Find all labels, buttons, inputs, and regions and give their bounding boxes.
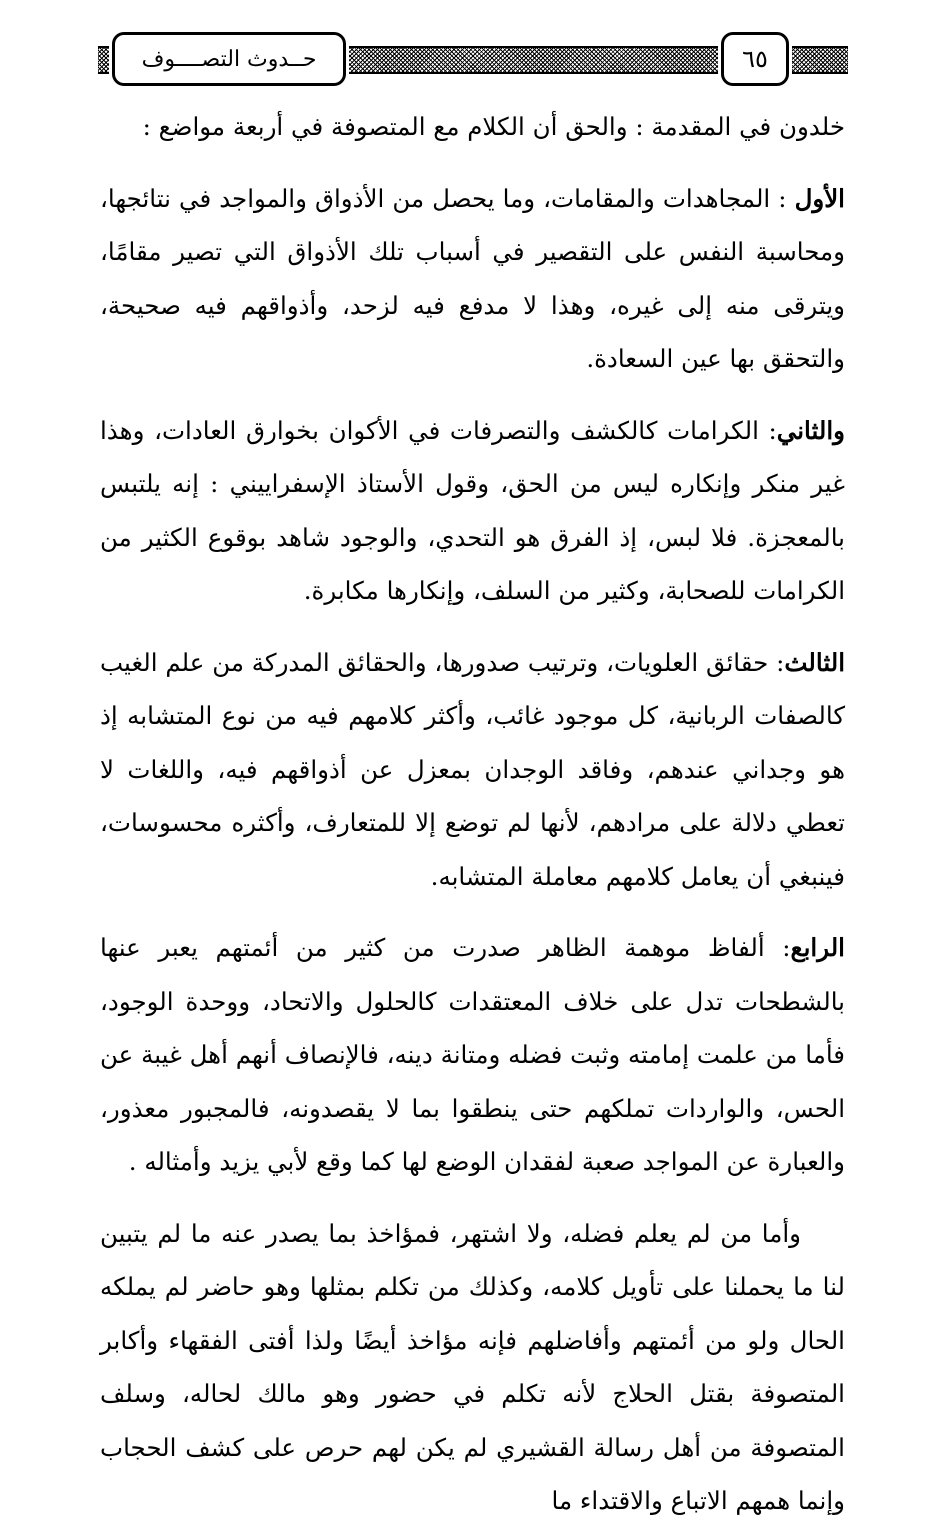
running-title xyxy=(112,32,346,86)
paragraph-text: : ألفاظ موهمة الظاهر صدرت من كثير من أئمتهم يعبر عنها بالشطحات تدل على خلاف المعتقدات كالحلول والاتحاد، ووحدة الوجود، فأما من علمت إمامته وثبت فضله ومتانة دينه، فالإنصاف أنهم أهل غيبة عن الحس، والواردات تملكهم حتى ينطقوا بما لا يقصدونه، فالمجبور معذور، والعبارة عن المواجد صعبة لفقدان الوضع لها كما وقع لأبي يزيد وأمثاله . xyxy=(100,933,845,1176)
paragraph-lead: الأول xyxy=(794,183,845,213)
paragraph-text: : حقائق العلويات، وترتيب صدورها، والحقائق المدركة من علم الغيب كالصفات الربانية، كل موجود غائب، وأكثر كلامهم فيه من نوع المتشابه إذ هو وجداني عندهم، وفاقد الوجدان بمعزل عن أذواقهم فيه، واللغات لا تعطي دلالة على مرادهم، لأنها لم توضع إلا للمتعارف، وأكثره محسوسات، فينبغي أن يعامل كلامهم معاملة المتشابه. xyxy=(100,647,845,891)
page-number-text: ٦٥ xyxy=(742,45,768,73)
page-body xyxy=(100,100,845,1528)
paragraph-intro xyxy=(100,100,845,154)
paragraph-second-point xyxy=(100,404,845,618)
running-header xyxy=(98,28,848,90)
paragraph-third-point xyxy=(100,636,845,904)
paragraph-lead: الثالث xyxy=(784,647,845,677)
paragraph-lead: والثاني xyxy=(776,415,845,445)
paragraph-lead: الرابع xyxy=(790,933,845,962)
paragraph-text: وأما من لم يعلم فضله، ولا اشتهر، فمؤاخذ بما يصدر عنه ما لم يتبين لنا ما يحملنا على تأويل كلامه، وكذلك من تكلم بمثلها وهو حاضر لم يملكه الحال ولو من أئمتهم وأفاضلهم فإنه مؤاخذ أيضًا ولذا أفتى الفقهاء وأكابر المتصوفة بقتل الحلاج لأنه تكلم في حضور وهو مالك لحاله، وسلف المتصوفة من أهل رسالة القشيري لم يكن لهم حرص على كشف الحجاب وإنما همهم الاتباع والاقتداء ما xyxy=(100,1218,845,1515)
paragraph-closing xyxy=(100,1207,845,1528)
paragraph-text: خلدون في المقدمة : والحق أن الكلام مع المتصوفة في أربعة مواضع : xyxy=(142,112,845,141)
paragraph-text: : الكرامات كالكشف والتصرفات في الأكوان بخوارق العادات، وهذا غير منكر وإنكاره ليس من الحق، وقول الأستاذ الإسفراييني : إنه يلتبس بالمعجزة. فلا لبس، إذ الفرق هو التحدي، والوجود شاهد بوقوع الكثير من الكرامات للصحابة، وكثير من السلف، وإنكارها مكابرة. xyxy=(100,415,845,605)
page-number xyxy=(721,32,789,86)
paragraph-first-point xyxy=(100,172,845,386)
paragraph-fourth-point xyxy=(100,921,845,1189)
running-title-text: حــدوث التصــــوف xyxy=(141,46,317,72)
paragraph-text: : المجاهدات والمقامات، وما يحصل من الأذواق والمواجد في نتائجها، ومحاسبة النفس على التقصير في أسباب تلك الأذواق التي تصير مقامًا، ويترقى منه إلى غيره، وهذا لا مدفع فيه لزحد، وأذواقهم فيه صحيحة، والتحقق بها عين السعادة. xyxy=(100,183,846,373)
